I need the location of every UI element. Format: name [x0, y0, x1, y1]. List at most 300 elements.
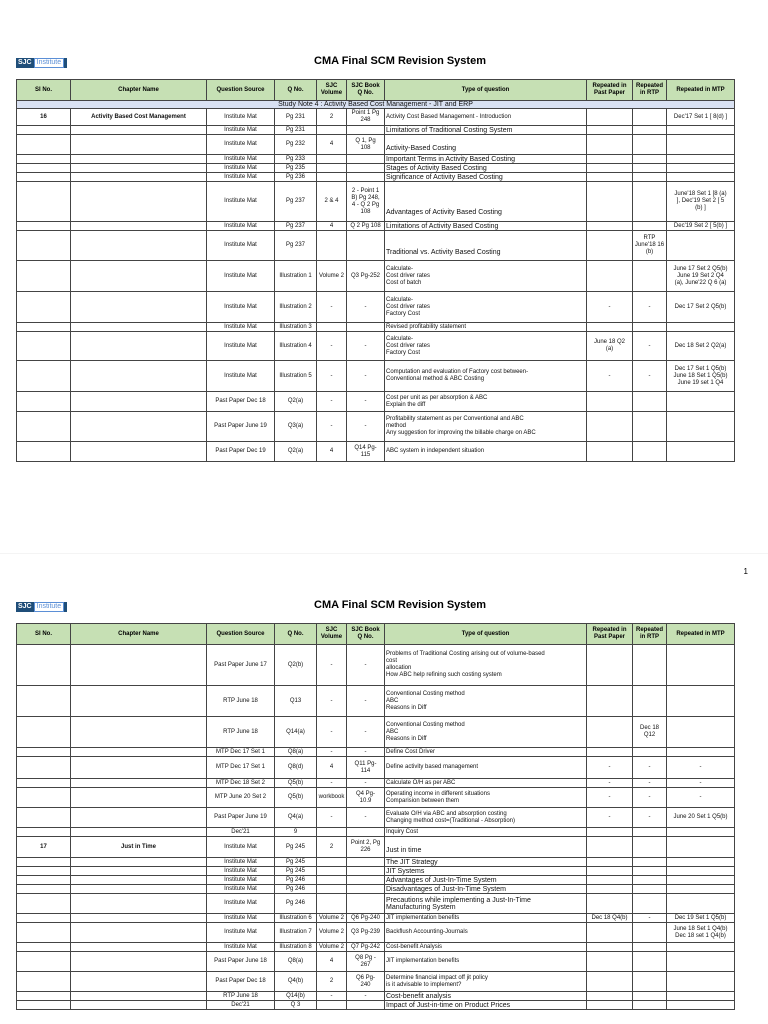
cell-repeated-in-mtp — [667, 894, 735, 914]
cell-sjc-volume: 2 — [317, 109, 347, 126]
column-header-repeated-in-past-paper: Repeated in Past Paper — [587, 624, 633, 645]
cell-repeated-in-past-paper — [587, 164, 633, 173]
cell-sl-no — [17, 952, 71, 972]
cell-question-source: MTP Dec 17 Set 1 — [207, 757, 275, 779]
cell-sjc-book-q-no: - — [347, 808, 385, 828]
cell-repeated-in-mtp — [667, 885, 735, 894]
cell-type-of-question: Advantages of Just-In-Time System — [385, 876, 587, 885]
cell-repeated-in-past-paper — [587, 858, 633, 867]
table-row — [17, 972, 735, 992]
cell-chapter-name — [71, 757, 207, 779]
cell-sjc-volume: - — [317, 412, 347, 442]
revision-table-page-2 — [16, 623, 735, 1010]
cell-repeated-in-rtp — [633, 748, 667, 757]
cell-sl-no — [17, 361, 71, 392]
cell-chapter-name — [71, 748, 207, 757]
cell-q-no: Pg 233 — [275, 155, 317, 164]
cell-question-source: RTP June 18 — [207, 717, 275, 748]
cell-type-of-question: Calculate- Cost driver rates Factory Cost — [385, 292, 587, 323]
table-row — [17, 779, 735, 788]
cell-repeated-in-past-paper — [587, 135, 633, 155]
column-header-repeated-in-mtp: Repeated in MTP — [667, 624, 735, 645]
cell-sjc-volume: - — [317, 645, 347, 686]
cell-repeated-in-past-paper — [587, 992, 633, 1001]
cell-type-of-question: Determine financial impact off jit policy is it advisable to implement? — [385, 972, 587, 992]
cell-sjc-book-q-no: - — [347, 392, 385, 412]
cell-repeated-in-mtp — [667, 126, 735, 135]
cell-type-of-question: JIT implementation benefits — [385, 952, 587, 972]
cell-repeated-in-rtp — [633, 164, 667, 173]
cell-repeated-in-past-paper — [587, 442, 633, 462]
cell-repeated-in-past-paper — [587, 686, 633, 717]
cell-question-source: Institute Mat — [207, 182, 275, 222]
cell-sjc-volume — [317, 828, 347, 837]
cell-sjc-volume: - — [317, 748, 347, 757]
cell-chapter-name — [71, 173, 207, 182]
cell-sjc-book-q-no — [347, 858, 385, 867]
cell-sl-no — [17, 992, 71, 1001]
cell-q-no: Q8(a) — [275, 748, 317, 757]
column-header-q-no: Q No. — [275, 80, 317, 101]
cell-chapter-name — [71, 943, 207, 952]
cell-chapter-name — [71, 126, 207, 135]
logo-bar — [64, 602, 67, 612]
logo-sjc-text: SJC — [18, 603, 32, 610]
cell-repeated-in-rtp: - — [633, 332, 667, 361]
cell-type-of-question: Limitations of Activity Based Costing — [385, 222, 587, 231]
cell-repeated-in-mtp — [667, 645, 735, 686]
cell-q-no: Illustration 3 — [275, 323, 317, 332]
table-row — [17, 885, 735, 894]
cell-repeated-in-rtp — [633, 952, 667, 972]
cell-sjc-volume — [317, 894, 347, 914]
cell-repeated-in-past-paper — [587, 837, 633, 858]
cell-type-of-question: Important Terms in Activity Based Costing — [385, 155, 587, 164]
table-row — [17, 261, 735, 292]
cell-chapter-name — [71, 1001, 207, 1010]
cell-sl-no — [17, 876, 71, 885]
cell-question-source: Past Paper June 17 — [207, 645, 275, 686]
cell-type-of-question: Calculate O/H as per ABC — [385, 779, 587, 788]
cell-repeated-in-past-paper: - — [587, 757, 633, 779]
cell-question-source: Institute Mat — [207, 876, 275, 885]
table-row — [17, 828, 735, 837]
cell-sjc-volume: 2 — [317, 972, 347, 992]
cell-q-no: Q4(b) — [275, 972, 317, 992]
logo-institute-text: Institute — [34, 602, 65, 612]
cell-type-of-question: Cost per unit as per absorption & ABC Explain the diff — [385, 392, 587, 412]
cell-sjc-book-q-no — [347, 126, 385, 135]
cell-repeated-in-mtp — [667, 392, 735, 412]
cell-sjc-volume: 4 — [317, 222, 347, 231]
cell-sjc-book-q-no — [347, 231, 385, 261]
table-row — [17, 1001, 735, 1010]
cell-type-of-question: Traditional vs. Activity Based Costing — [385, 231, 587, 261]
cell-repeated-in-mtp: Dec'19 Set 2 [ 5(b) ] — [667, 222, 735, 231]
cell-repeated-in-mtp: - — [667, 788, 735, 808]
cell-sjc-book-q-no: Q6 Pg- 240 — [347, 972, 385, 992]
cell-repeated-in-past-paper — [587, 717, 633, 748]
cell-sl-no — [17, 412, 71, 442]
table-row — [17, 392, 735, 412]
cell-chapter-name — [71, 885, 207, 894]
cell-repeated-in-mtp: Dec 17 Set 2 Q5(b) — [667, 292, 735, 323]
cell-repeated-in-rtp: - — [633, 757, 667, 779]
cell-repeated-in-rtp: - — [633, 808, 667, 828]
column-header-sjc-book-q-no: SJC Book Q No. — [347, 80, 385, 101]
cell-repeated-in-rtp — [633, 392, 667, 412]
cell-question-source: Institute Mat — [207, 155, 275, 164]
cell-repeated-in-mtp — [667, 828, 735, 837]
cell-sjc-book-q-no: Q 1, Pg 108 — [347, 135, 385, 155]
column-header-repeated-in-rtp: Repeated in RTP — [633, 80, 667, 101]
cell-repeated-in-past-paper — [587, 182, 633, 222]
cell-repeated-in-rtp — [633, 828, 667, 837]
cell-repeated-in-rtp — [633, 972, 667, 992]
column-header-chapter-name: Chapter Name — [71, 80, 207, 101]
cell-repeated-in-mtp — [667, 972, 735, 992]
cell-sjc-book-q-no: Q3 Pg-252 — [347, 261, 385, 292]
cell-chapter-name — [71, 292, 207, 323]
cell-q-no: Pg 235 — [275, 164, 317, 173]
cell-sjc-book-q-no: 2 - Point 1 B) Pg 248, 4 - Q 2 Pg 108 — [347, 182, 385, 222]
cell-sl-no — [17, 858, 71, 867]
cell-repeated-in-rtp — [633, 173, 667, 182]
revision-table-page-1 — [16, 79, 735, 462]
table-row — [17, 894, 735, 914]
cell-chapter-name — [71, 972, 207, 992]
cell-repeated-in-past-paper — [587, 972, 633, 992]
cell-sjc-book-q-no — [347, 867, 385, 876]
cell-sl-no — [17, 808, 71, 828]
cell-sjc-volume — [317, 155, 347, 164]
cell-q-no: Pg 237 — [275, 231, 317, 261]
cell-repeated-in-past-paper — [587, 867, 633, 876]
cell-repeated-in-mtp — [667, 686, 735, 717]
cell-sl-no: 17 — [17, 837, 71, 858]
cell-sjc-book-q-no — [347, 164, 385, 173]
cell-type-of-question: Conventional Costing method ABC Reasons in Diff — [385, 717, 587, 748]
cell-q-no: Illustration 8 — [275, 943, 317, 952]
cell-sjc-volume: - — [317, 292, 347, 323]
cell-repeated-in-past-paper — [587, 923, 633, 943]
cell-sjc-book-q-no: - — [347, 686, 385, 717]
table-row — [17, 943, 735, 952]
cell-repeated-in-past-paper — [587, 943, 633, 952]
table-row — [17, 231, 735, 261]
cell-sl-no — [17, 1001, 71, 1010]
cell-question-source: Dec'21 — [207, 1001, 275, 1010]
cell-sjc-volume: - — [317, 992, 347, 1001]
cell-sjc-volume: - — [317, 686, 347, 717]
cell-repeated-in-past-paper — [587, 323, 633, 332]
cell-chapter-name — [71, 323, 207, 332]
cell-type-of-question: Revised profitability statement — [385, 323, 587, 332]
cell-repeated-in-rtp — [633, 885, 667, 894]
cell-sjc-volume: Volume 2 — [317, 914, 347, 923]
cell-sjc-book-q-no: - — [347, 292, 385, 323]
cell-sjc-book-q-no: Q 2 Pg 108 — [347, 222, 385, 231]
cell-question-source: Institute Mat — [207, 323, 275, 332]
cell-repeated-in-mtp — [667, 837, 735, 858]
table-row — [17, 332, 735, 361]
cell-repeated-in-past-paper — [587, 261, 633, 292]
cell-sjc-book-q-no: Q11 Pg- 114 — [347, 757, 385, 779]
cell-sl-no — [17, 182, 71, 222]
cell-chapter-name — [71, 135, 207, 155]
cell-type-of-question: Activity-Based Costing — [385, 135, 587, 155]
cell-type-of-question: The JIT Strategy — [385, 858, 587, 867]
cell-sjc-book-q-no — [347, 173, 385, 182]
cell-question-source: Past Paper June 19 — [207, 412, 275, 442]
cell-sjc-book-q-no: - — [347, 779, 385, 788]
cell-q-no: Q8(a) — [275, 952, 317, 972]
cell-sl-no — [17, 261, 71, 292]
table-row — [17, 126, 735, 135]
cell-repeated-in-mtp: June 18 Set 1 Q4(b) Dec 18 set 1 Q4(b) — [667, 923, 735, 943]
cell-repeated-in-mtp — [667, 164, 735, 173]
cell-sl-no — [17, 392, 71, 412]
cell-chapter-name: Just in Time — [71, 837, 207, 858]
cell-sjc-volume: - — [317, 779, 347, 788]
cell-repeated-in-past-paper — [587, 412, 633, 442]
cell-sl-no — [17, 442, 71, 462]
cell-q-no: Pg 236 — [275, 173, 317, 182]
cell-q-no: Pg 245 — [275, 837, 317, 858]
cell-sjc-book-q-no: - — [347, 361, 385, 392]
cell-repeated-in-rtp — [633, 943, 667, 952]
cell-repeated-in-past-paper: - — [587, 292, 633, 323]
cell-sjc-book-q-no: Point 1 Pg 248 — [347, 109, 385, 126]
table-row — [17, 135, 735, 155]
document-title: CMA Final SCM Revision System — [314, 55, 486, 67]
cell-repeated-in-past-paper — [587, 876, 633, 885]
cell-sjc-volume — [317, 885, 347, 894]
cell-question-source: Institute Mat — [207, 885, 275, 894]
cell-type-of-question: Calculate- Cost driver rates Factory Cost — [385, 332, 587, 361]
cell-sjc-book-q-no — [347, 323, 385, 332]
cell-repeated-in-past-paper — [587, 952, 633, 972]
column-header-repeated-in-mtp: Repeated in MTP — [667, 80, 735, 101]
cell-q-no: Pg 245 — [275, 867, 317, 876]
cell-question-source: Institute Mat — [207, 135, 275, 155]
cell-repeated-in-past-paper — [587, 173, 633, 182]
cell-sjc-book-q-no — [347, 894, 385, 914]
table-row — [17, 222, 735, 231]
table-row — [17, 748, 735, 757]
cell-sl-no — [17, 894, 71, 914]
cell-repeated-in-rtp — [633, 1001, 667, 1010]
cell-q-no: Q 3 — [275, 1001, 317, 1010]
cell-repeated-in-mtp: Dec'17 Set 1 [ 8(d) ] — [667, 109, 735, 126]
cell-q-no: Q3(a) — [275, 412, 317, 442]
cell-q-no: Q13 — [275, 686, 317, 717]
cell-q-no: Illustration 1 — [275, 261, 317, 292]
column-header-question-source: Question Source — [207, 80, 275, 101]
cell-question-source: MTP Dec 17 Set 1 — [207, 748, 275, 757]
cell-type-of-question: Evaluate O/H via ABC and absorption costing Changing method cost=(Traditional - Absorption) — [385, 808, 587, 828]
cell-question-source: Institute Mat — [207, 109, 275, 126]
cell-question-source: MTP June 20 Set 2 — [207, 788, 275, 808]
study-note-title: Study Note 4 : Activity Based Cost Management - JIT and ERP — [17, 101, 735, 109]
cell-repeated-in-mtp: - — [667, 779, 735, 788]
cell-sl-no — [17, 332, 71, 361]
column-header-q-no: Q No. — [275, 624, 317, 645]
cell-question-source: Institute Mat — [207, 292, 275, 323]
cell-chapter-name — [71, 392, 207, 412]
cell-chapter-name — [71, 412, 207, 442]
cell-repeated-in-mtp: June 20 Set 1 Q5(b) — [667, 808, 735, 828]
cell-repeated-in-rtp: - — [633, 292, 667, 323]
cell-sl-no — [17, 867, 71, 876]
cell-sjc-volume: 4 — [317, 442, 347, 462]
cell-question-source: Institute Mat — [207, 361, 275, 392]
cell-type-of-question: JIT implementation benefits — [385, 914, 587, 923]
table-row — [17, 952, 735, 972]
cell-sjc-volume — [317, 164, 347, 173]
cell-repeated-in-past-paper — [587, 231, 633, 261]
table-row — [17, 757, 735, 779]
cell-sjc-book-q-no: Q14 Pg- 115 — [347, 442, 385, 462]
cell-repeated-in-mtp — [667, 442, 735, 462]
cell-repeated-in-rtp — [633, 261, 667, 292]
cell-question-source: Past Paper June 19 — [207, 808, 275, 828]
cell-repeated-in-rtp: - — [633, 914, 667, 923]
cell-chapter-name: Activity Based Cost Management — [71, 109, 207, 126]
cell-sjc-book-q-no: Point 2, Pg 226 — [347, 837, 385, 858]
cell-repeated-in-past-paper — [587, 885, 633, 894]
cell-q-no: Pg 231 — [275, 109, 317, 126]
cell-sl-no — [17, 779, 71, 788]
sjc-institute-logo — [16, 602, 67, 612]
cell-question-source: Institute Mat — [207, 858, 275, 867]
cell-chapter-name — [71, 952, 207, 972]
cell-type-of-question: Inquiry Cost — [385, 828, 587, 837]
cell-question-source: Past Paper Dec 19 — [207, 442, 275, 462]
cell-chapter-name — [71, 442, 207, 462]
cell-q-no: Q14(a) — [275, 717, 317, 748]
cell-repeated-in-mtp — [667, 858, 735, 867]
cell-sjc-volume: Volume 2 — [317, 261, 347, 292]
cell-sjc-volume: workbook — [317, 788, 347, 808]
cell-type-of-question: Cost-benefit Analysis — [385, 943, 587, 952]
cell-chapter-name — [71, 361, 207, 392]
cell-sjc-book-q-no: Q6 Pg-240 — [347, 914, 385, 923]
cell-sl-no — [17, 222, 71, 231]
cell-repeated-in-rtp — [633, 867, 667, 876]
table-row — [17, 808, 735, 828]
cell-repeated-in-rtp — [633, 923, 667, 943]
table-row — [17, 867, 735, 876]
cell-repeated-in-mtp: June'18 Set 1 [8 (a) ], Dec'19 Set 2 [ 5 (b) ] — [667, 182, 735, 222]
column-header-sjc-book-q-no: SJC Book Q No. — [347, 624, 385, 645]
cell-type-of-question: Calculate- Cost driver rates Cost of batch — [385, 261, 587, 292]
cell-sjc-volume — [317, 323, 347, 332]
cell-q-no: Q5(b) — [275, 779, 317, 788]
cell-question-source: RTP June 18 — [207, 992, 275, 1001]
column-header-sl-no: Sl No. — [17, 80, 71, 101]
cell-sl-no — [17, 135, 71, 155]
cell-chapter-name — [71, 788, 207, 808]
cell-type-of-question: Backflush Accounting-Journals — [385, 923, 587, 943]
logo-sjc-text: SJC — [18, 59, 32, 66]
cell-repeated-in-rtp — [633, 182, 667, 222]
cell-repeated-in-past-paper — [587, 894, 633, 914]
cell-sl-no — [17, 717, 71, 748]
cell-repeated-in-rtp: - — [633, 779, 667, 788]
cell-sl-no — [17, 292, 71, 323]
cell-sl-no — [17, 645, 71, 686]
cell-question-source: RTP June 18 — [207, 686, 275, 717]
cell-repeated-in-rtp — [633, 442, 667, 462]
cell-repeated-in-rtp — [633, 323, 667, 332]
cell-repeated-in-rtp — [633, 686, 667, 717]
cell-repeated-in-rtp: - — [633, 788, 667, 808]
column-header-sjc-volume: SJC Volume — [317, 624, 347, 645]
cell-repeated-in-past-paper — [587, 748, 633, 757]
cell-sjc-volume: Volume 2 — [317, 943, 347, 952]
cell-sjc-book-q-no — [347, 885, 385, 894]
cell-chapter-name — [71, 828, 207, 837]
cell-chapter-name — [71, 779, 207, 788]
cell-repeated-in-mtp — [667, 943, 735, 952]
cell-repeated-in-past-paper — [587, 126, 633, 135]
cell-sjc-book-q-no: Q8 Pg - 267 — [347, 952, 385, 972]
cell-sjc-book-q-no: Q7 Pg-242 — [347, 943, 385, 952]
cell-repeated-in-mtp: Dec 17 Set 1 Q5(b) June 18 Set 1 Q5(b) June 19 set 1 Q4 — [667, 361, 735, 392]
cell-q-no: Pg 232 — [275, 135, 317, 155]
cell-type-of-question: Conventional Costing method ABC Reasons in Diff — [385, 686, 587, 717]
cell-q-no: Illustration 4 — [275, 332, 317, 361]
cell-question-source: Past Paper Dec 18 — [207, 972, 275, 992]
cell-chapter-name — [71, 894, 207, 914]
cell-sjc-volume: 4 — [317, 135, 347, 155]
table-row — [17, 323, 735, 332]
cell-chapter-name — [71, 155, 207, 164]
cell-question-source: Institute Mat — [207, 914, 275, 923]
cell-sl-no: 16 — [17, 109, 71, 126]
study-note-row — [17, 101, 735, 109]
cell-sjc-volume: 2 & 4 — [317, 182, 347, 222]
cell-sjc-volume — [317, 867, 347, 876]
cell-type-of-question: Advantages of Activity Based Costing — [385, 182, 587, 222]
header-row — [17, 624, 735, 645]
cell-q-no: 9 — [275, 828, 317, 837]
logo-bar — [64, 58, 67, 68]
cell-chapter-name — [71, 231, 207, 261]
cell-sl-no — [17, 686, 71, 717]
cell-type-of-question: Define Cost Driver — [385, 748, 587, 757]
table-row — [17, 645, 735, 686]
cell-repeated-in-rtp — [633, 992, 667, 1001]
cell-repeated-in-mtp — [667, 412, 735, 442]
column-header-sjc-volume: SJC Volume — [317, 80, 347, 101]
cell-sjc-volume: Volume 2 — [317, 923, 347, 943]
cell-q-no: Q2(b) — [275, 645, 317, 686]
table-row — [17, 155, 735, 164]
cell-chapter-name — [71, 332, 207, 361]
cell-repeated-in-rtp: Dec 18 Q12 — [633, 717, 667, 748]
page-number: 1 — [743, 567, 748, 576]
table-row — [17, 292, 735, 323]
cell-q-no: Q8(d) — [275, 757, 317, 779]
cell-type-of-question: Profitability statement as per Conventional and ABC method Any suggestion for improving the billable charge on ABC — [385, 412, 587, 442]
cell-repeated-in-rtp — [633, 126, 667, 135]
cell-q-no: Pg 237 — [275, 222, 317, 231]
cell-sl-no — [17, 757, 71, 779]
cell-sjc-book-q-no: - — [347, 717, 385, 748]
cell-type-of-question: ABC system in independent situation — [385, 442, 587, 462]
